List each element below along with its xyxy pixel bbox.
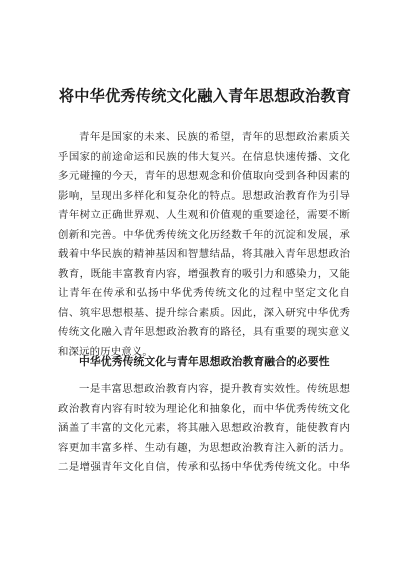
- text-line: 政治教育内容有时较为理论化和抽象化，而中华优秀传统文化: [58, 402, 350, 415]
- text-line: 青年是国家的未来、民族的希望，青年的思想政治素质关: [79, 131, 350, 143]
- text-line: 一是丰富思想政治教育内容，提升教育实效性。传统思想: [79, 383, 350, 395]
- text-line: 创新和完善。中华优秀传统文化历经数千年的沉淀和发展，承: [58, 228, 350, 241]
- document-title: 将中华优秀传统文化融入青年思想政治教育: [58, 87, 352, 105]
- text-line: 教育，既能丰富教育内容，增强教育的吸引力和感染力，又能: [58, 267, 350, 280]
- text-line: 和深远的历史意义。: [58, 345, 153, 358]
- text-line: 青年树立正确世界观、人生观和价值观的重要途径，需要不断: [58, 209, 350, 221]
- text-line: 让青年在传承和弘扬中华优秀传统文化的过程中坚定文化自: [58, 287, 350, 299]
- section-paragraph: [58, 380, 350, 478]
- text-line: 乎国家的前途命运和民族的伟大复兴。在信息快速传播、文化: [58, 150, 350, 163]
- text-line: 二是增强青年文化自信，传承和弘扬中华优秀传统文化。中华: [58, 461, 350, 473]
- section-heading: 中华优秀传统文化与青年思想政治教育融合的必要性: [79, 355, 330, 368]
- text-line: 多元碰撞的今天，青年的思想观念和价值取向受到各种因素的: [58, 170, 350, 182]
- text-line: 信、筑牢思想根基、提升综合素质。因此，深入研究中华优秀: [58, 306, 350, 319]
- text-line: 影响，呈现出多样化和复杂化的特点。思想政治教育作为引导: [58, 189, 350, 202]
- text-line: 传统文化融入青年思想政治教育的路径，具有重要的现实意义: [58, 326, 350, 338]
- intro-paragraph: [58, 128, 350, 362]
- text-line: 涵盖了丰富的文化元素，将其融入思想政治教育，能使教育内: [58, 422, 350, 434]
- text-line: 容更加丰富多样、生动有趣，为思想政治教育注入新的活力。: [58, 441, 350, 454]
- text-line: 载着中华民族的精神基因和智慧结晶，将其融入青年思想政治: [58, 248, 350, 260]
